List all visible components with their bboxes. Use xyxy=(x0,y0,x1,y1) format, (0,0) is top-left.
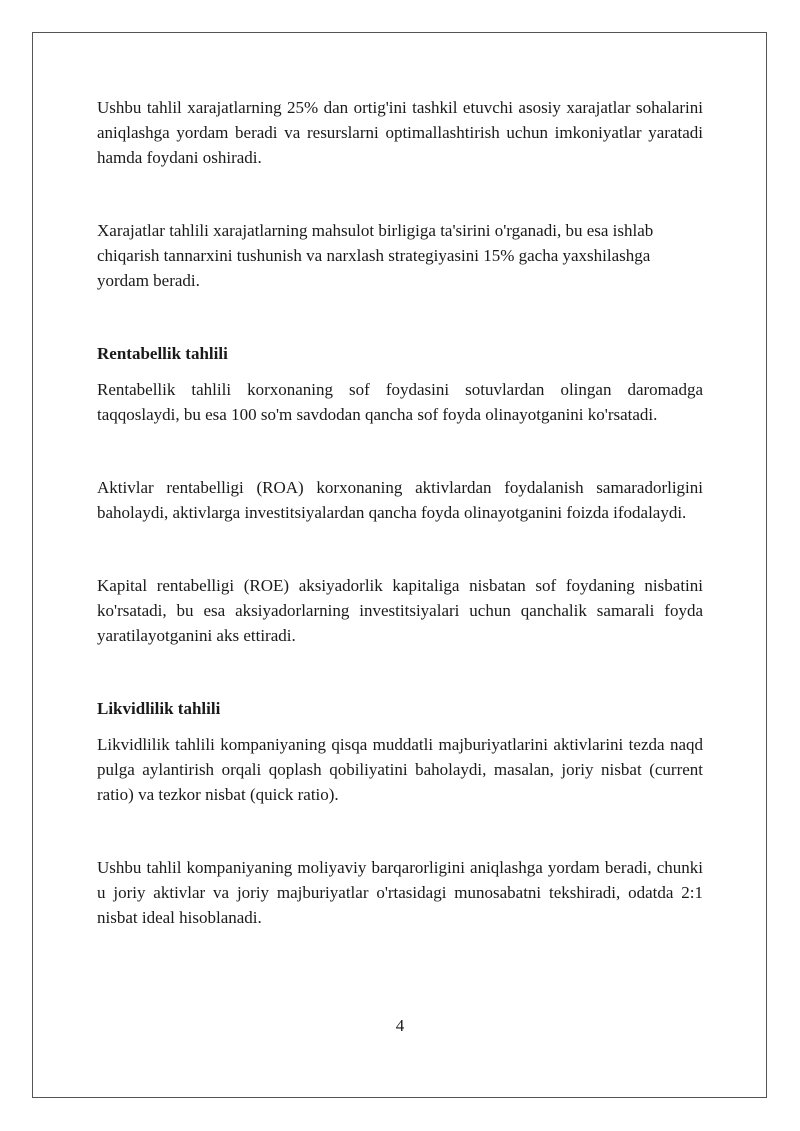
page-number: 4 xyxy=(395,1016,405,1035)
paragraph-liquidity: Likvidlilik tahlili kompaniyaning qisqa muddatli majburiyatlarini aktivlarini tezda naqd pulga aylantirish orqali qoplash qobiliyatini baholaydi, masalan, joriy nisbat (current ratio) va tezkor nisbat (quick ratio). xyxy=(97,735,703,804)
paragraph-cost-analysis: Xarajatlar tahlili xarajatlarning mahsulot birligiga ta'sirini o'rganadi, bu esa ishlab chiqarish tannarxini tushunish va narxlash strategiyasini 15% gacha yaxshilashga yordam beradi. xyxy=(97,221,654,290)
heading-profitability: Rentabellik tahlili xyxy=(97,344,228,363)
heading-liquidity: Likvidlilik tahlili xyxy=(97,699,221,718)
paragraph-roe: Kapital rentabelligi (ROE) aksiyadorlik kapitaliga nisbatan sof foydaning nisbatini ko'rsatadi, bu esa aksiyadorlarning investitsiyalari uchun qanchalik samarali foyda yaratilayotganini aks ettiradi. xyxy=(97,576,703,645)
paragraph-profitability: Rentabellik tahlili korxonaning sof foydasini sotuvlardan olingan daromadga taqqoslaydi, bu esa 100 so'm savdodan qancha sof foyda olinayotganini ko'rsatadi. xyxy=(97,380,703,424)
paragraph-roa: Aktivlar rentabelligi (ROA) korxonaning aktivlardan foydalanish samaradorligini baholaydi, aktivlarga investitsiyalardan qancha foyda olinayotganini foizda ifodalaydi. xyxy=(97,478,703,522)
document-body xyxy=(97,95,703,930)
paragraph-cost-areas: Ushbu tahlil xarajatlarning 25% dan ortig'ini tashkil etuvchi asosiy xarajatlar sohalarini aniqlashga yordam beradi va resurslarni optimallashtirish uchun imkoniyatlar yaratadi hamda foydani oshiradi. xyxy=(97,98,703,167)
paragraph-stability: Ushbu tahlil kompaniyaning moliyaviy barqarorligini aniqlashga yordam beradi, chunki u joriy aktivlar va joriy majburiyatlar o'rtasidagi munosabatni tekshiradi, odatda 2:1 nisbat ideal hisoblanadi. xyxy=(97,858,703,927)
